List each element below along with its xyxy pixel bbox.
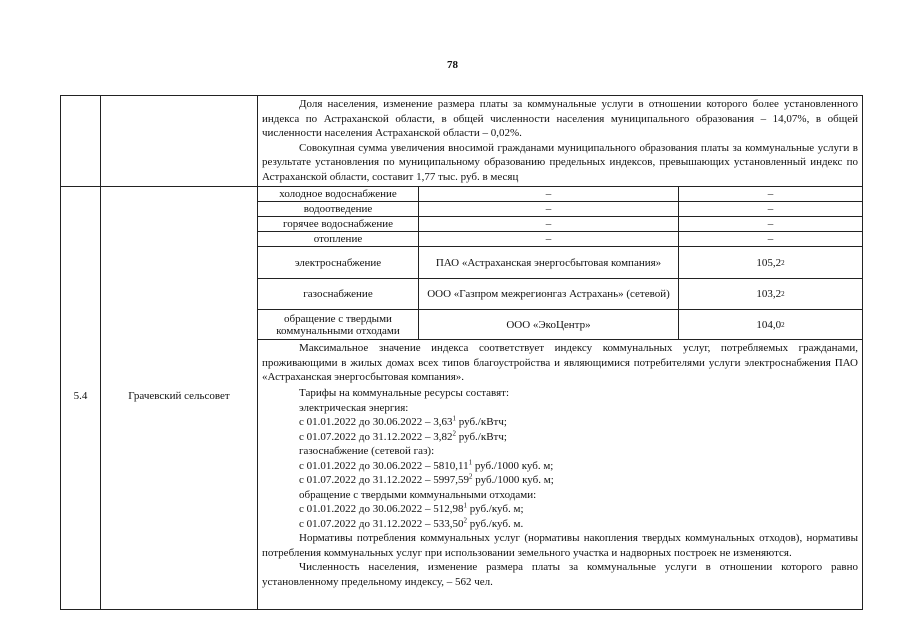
service-name: отопление: [313, 233, 363, 245]
tariff-text: с 01.07.2022 до 31.12.2022 – 5997,59: [299, 474, 469, 486]
tariff-unit: руб./кВтч;: [455, 416, 507, 428]
service-provider: –: [545, 203, 552, 215]
footnote-mark: 1: [468, 457, 473, 466]
footnote-mark: 2: [452, 428, 456, 437]
service-index: 105,2 2: [756, 256, 785, 269]
service-provider: –: [545, 188, 552, 200]
service-name: холодное водоснабжение: [279, 188, 397, 200]
paragraph-population: Численность населения, изменение размера платы за коммунальные услуги в отношении которого равно установленному предельному индексу, – 562 чел.: [262, 561, 858, 588]
top-block: [262, 97, 858, 184]
page-number: 78: [447, 59, 458, 71]
service-provider: ООО «Газпром межрегионгаз Астрахань» (сетевой): [427, 288, 670, 300]
paragraph-text: Максимальное значение индекса соответствует индексу коммунальных услуг, потребляемых гражданами, проживающими в жилых домах всех типов благоустройства и являющимися потребителями услуги электроснабжения ПАО «Астраханская энергосбытовая компания».: [262, 342, 858, 383]
service-name: обращение с твердыми коммунальными отходами: [276, 312, 400, 337]
footnote-mark: 2: [463, 515, 467, 524]
tariff-unit: руб./1000 куб. м;: [472, 474, 554, 486]
table-bottom-line: [60, 609, 863, 610]
service-provider: ПАО «Астраханская энергосбытовая компания»: [435, 256, 662, 269]
footnote-mark: 1: [463, 501, 467, 510]
municipality-name: Грачевский сельсовет: [128, 390, 230, 402]
footnote-mark: 1: [452, 414, 456, 423]
table-right-border: [862, 95, 863, 610]
service-provider: –: [545, 218, 552, 230]
service-index: –: [767, 188, 774, 200]
tariff-unit: руб./1000 куб. м;: [472, 459, 554, 472]
service-index: –: [767, 203, 774, 215]
footnote-mark: 2: [468, 472, 473, 481]
service-provider: –: [545, 233, 552, 245]
row-number: 5.4: [73, 390, 88, 402]
gas-label: газоснабжение (сетевой газ):: [299, 445, 435, 457]
tariff-text: с 01.01.2022 до 30.06.2022 – 3,63: [299, 416, 453, 428]
tariff-line: [299, 459, 859, 474]
service-index: –: [767, 218, 774, 230]
index-value: 104,0: [756, 318, 782, 331]
tariff-text: с 01.01.2022 до 30.06.2022 – 512,98: [299, 503, 464, 515]
tariff-line: [299, 517, 859, 532]
tariff-line: [299, 415, 859, 430]
service-name: электроснабжение: [294, 256, 382, 269]
tariff-unit: руб./куб. м.: [466, 517, 524, 530]
tariffs-intro: Тарифы на коммунальные ресурсы составят:: [299, 387, 510, 399]
electricity-label: электрическая энергия:: [299, 401, 409, 414]
top-paragraph-sum: Совокупная сумма увеличения вносимой гражданами муниципального образования платы за коммунальные услуги в результате установления по муниципальному образованию предельных индексов, превышающих установленный индекс по Астраханской области, составит 1,77 тыс. руб. в месяц: [262, 141, 858, 183]
table-top-line: [60, 95, 863, 96]
paragraph-norms: Нормативы потребления коммунальных услуг (нормативы накопления твердых коммунальных отходов), нормативы потребления коммунальных услуг при использовании земельного участка и надворных построек не изменяются.: [262, 532, 858, 559]
service-provider: ООО «ЭкоЦентр»: [506, 318, 591, 331]
index-value: 105,2: [756, 256, 782, 269]
tariff-line: [299, 473, 859, 488]
sub-row-line: [257, 339, 862, 340]
service-name: горячее водоснабжение: [283, 218, 393, 230]
table-left-border: [60, 95, 61, 610]
index-value: 103,2: [756, 288, 782, 300]
col-divider-2: [257, 95, 258, 610]
closing-paragraphs: [262, 531, 858, 589]
tariff-line: [299, 502, 859, 517]
col-divider-1: [100, 95, 101, 610]
service-index: 104,0 2: [756, 318, 785, 331]
service-index: 103,2 2: [756, 288, 785, 300]
service-name: газоснабжение: [303, 288, 373, 300]
tariff-text: с 01.07.2022 до 31.12.2022 – 3,82: [299, 430, 453, 443]
service-index: –: [767, 233, 774, 245]
tariff-unit: руб./куб. м;: [466, 503, 524, 515]
waste-label: обращение с твердыми коммунальными отходами:: [299, 488, 537, 501]
tariff-unit: руб./кВтч;: [455, 430, 507, 443]
tariff-text: с 01.01.2022 до 30.06.2022 – 5810,11: [299, 459, 469, 472]
tariff-line: [299, 430, 859, 445]
tariff-text: с 01.07.2022 до 31.12.2022 – 533,50: [299, 517, 464, 530]
service-name: водоотведение: [303, 203, 373, 215]
paragraph-max-index: [262, 341, 858, 385]
top-paragraph-share: Доля населения, изменение размера платы за коммунальные услуги в отношении которого более установленного индекса по Астраханской области, в общей численности населения муниципального образования – 14,07%, в общей численности населения Астраханской области – 0,02%.: [262, 98, 858, 139]
tariffs-block: [299, 386, 859, 531]
